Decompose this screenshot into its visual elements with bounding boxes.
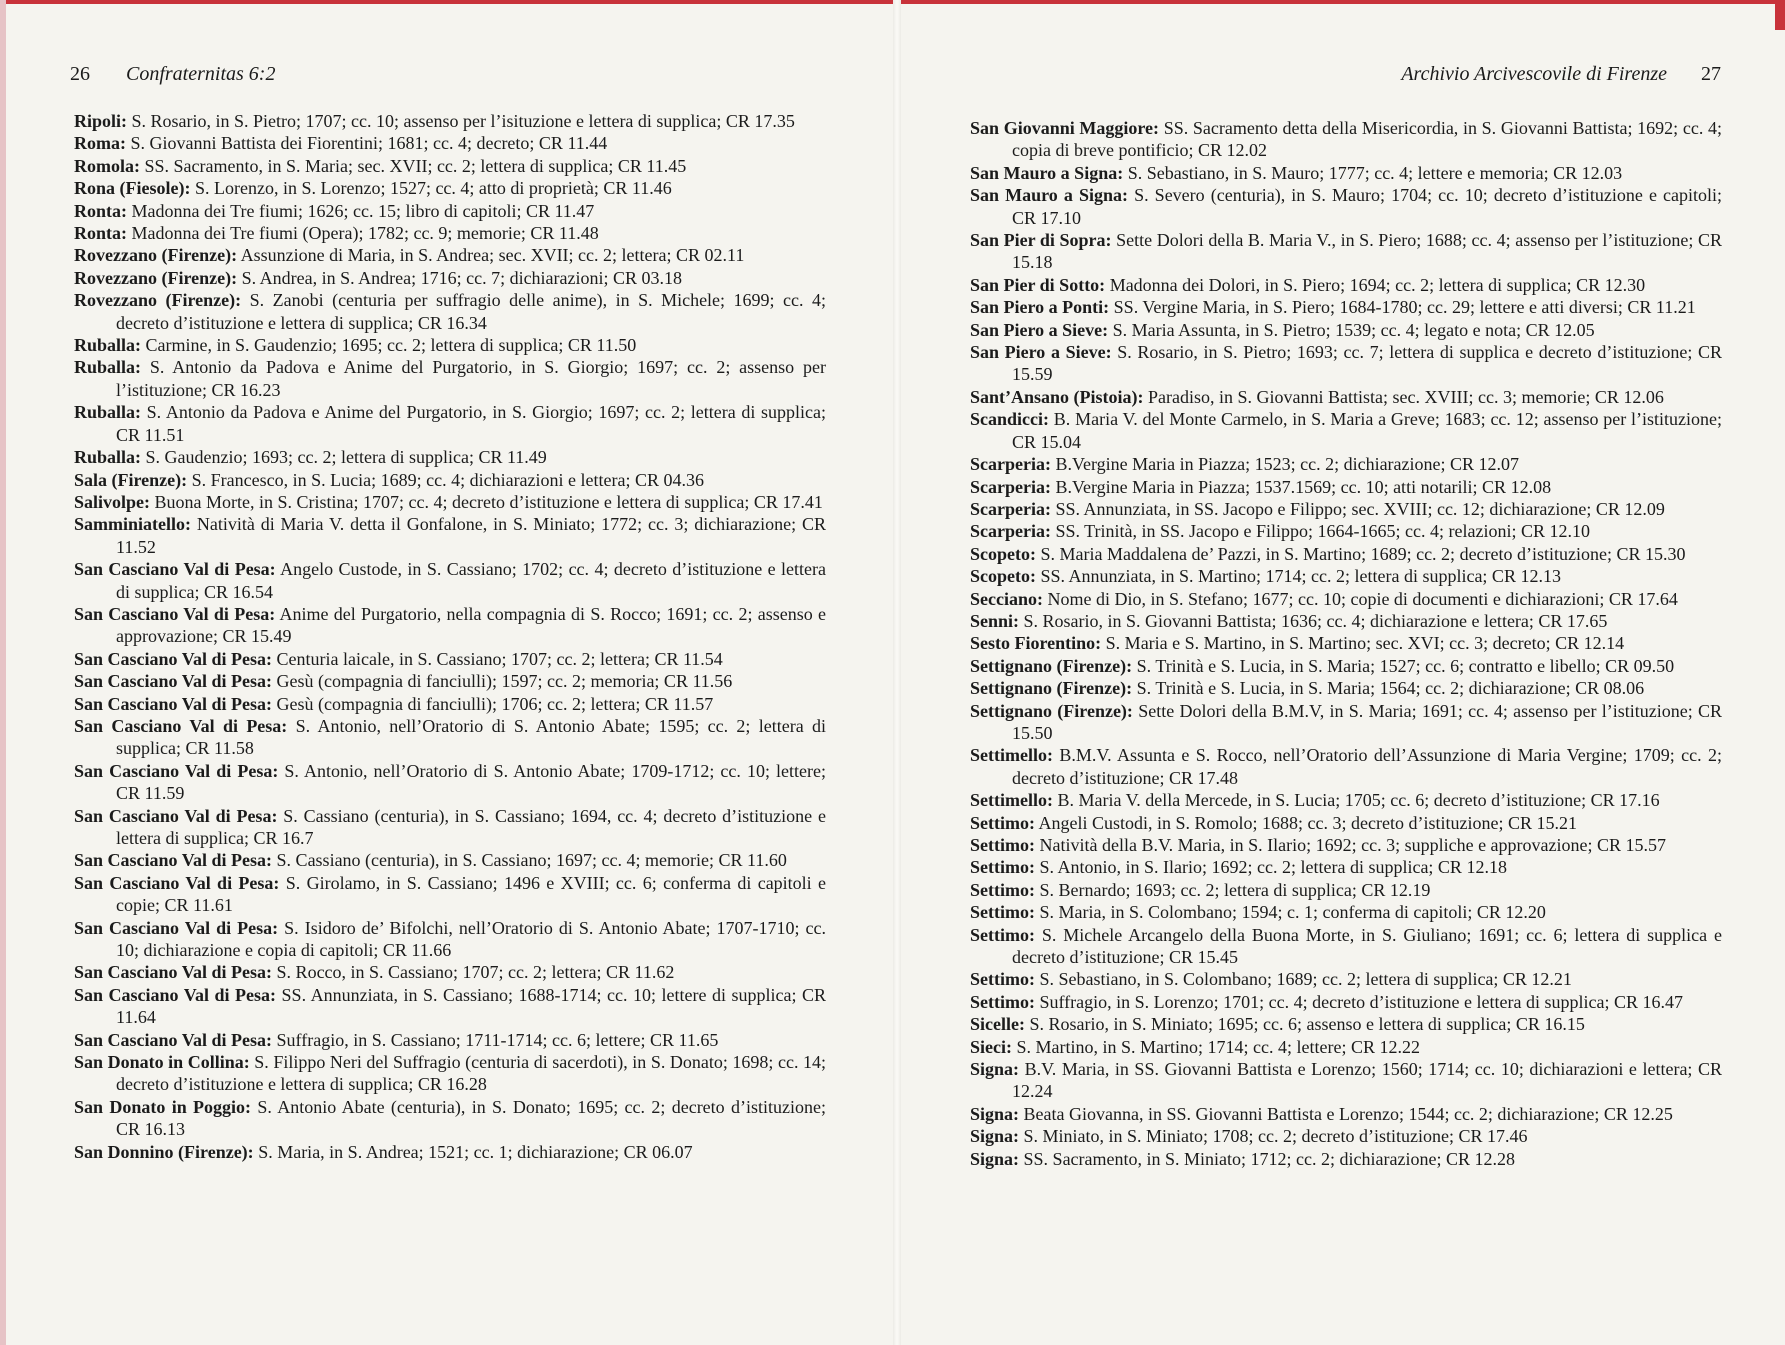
- left-page-header: [70, 63, 275, 86]
- entry-text: S. Rosario, in S. Miniato; 1695; cc. 6; assenso e lettera di supplica; CR 16.15: [1029, 1014, 1585, 1035]
- index-entry: [970, 453, 1722, 475]
- index-entry: [970, 319, 1722, 341]
- entry-place: Rovezzano (Firenze):: [74, 267, 238, 288]
- index-entry: [970, 408, 1722, 453]
- entry-text: S. Lorenzo, in S. Lorenzo; 1527; cc. 4; atto di proprietà; CR 11.46: [194, 178, 672, 199]
- entry-place: San Mauro a Signa:: [970, 185, 1128, 206]
- index-entry: [74, 805, 826, 850]
- book-gutter: [893, 0, 901, 1345]
- entry-text: S. Maria Assunta, in S. Pietro; 1539; cc. 4; legato e nota; CR 12.05: [1112, 319, 1595, 340]
- index-entry: [74, 961, 826, 983]
- entry-text: Madonna dei Dolori, in S. Piero; 1694; cc. 2; lettera di supplica; CR 12.30: [1109, 274, 1646, 295]
- entry-place: Settimo:: [970, 902, 1035, 923]
- index-entry: [970, 610, 1722, 632]
- entry-text: S. Antonio da Padova e Anime del Purgatorio, in S. Giorgio; 1697; cc. 2; lettera di supplica; CR 11.51: [116, 402, 826, 445]
- index-entry: [970, 812, 1722, 834]
- entry-place: Settimo:: [970, 835, 1035, 855]
- entry-text: B.V. Maria, in SS. Giovanni Battista e Lorenzo; 1560; 1714; cc. 10; dichiarazioni e lettera; CR 12.24: [1012, 1059, 1723, 1102]
- entry-text: S. Maria e S. Martino, in S. Martino; sec. XVI; cc. 3; decreto; CR 12.14: [1105, 633, 1625, 654]
- index-entry: [74, 177, 826, 199]
- index-entry: [970, 1013, 1722, 1035]
- index-entry: [74, 1051, 826, 1096]
- entry-text: Gesù (compagnia di fanciulli); 1597; cc. 2; memoria; CR 11.56: [276, 671, 733, 692]
- right-page: [901, 0, 1785, 1345]
- entry-text: S. Severo (centuria), in S. Mauro; 1704; cc. 10; decreto d’istituzione e capitoli; CR 17.10: [1012, 185, 1723, 228]
- index-entry: [74, 289, 826, 334]
- index-entry: [970, 789, 1722, 811]
- entry-place: Ruballa:: [74, 357, 142, 378]
- entry-place: Sicelle:: [970, 1014, 1025, 1035]
- entry-place: San Piero a Sieve:: [970, 319, 1109, 340]
- entry-place: Signa:: [970, 1148, 1020, 1169]
- left-entry-list: [74, 110, 826, 1163]
- index-entry: [74, 356, 826, 401]
- entry-place: Scarperia:: [970, 476, 1051, 497]
- index-entry: [74, 1141, 826, 1163]
- index-entry: [74, 267, 826, 289]
- index-entry: [970, 543, 1722, 565]
- entry-place: Sieci:: [970, 1036, 1012, 1057]
- entry-text: Centuria laicale, in S. Cassiano; 1707; cc. 2; lettera; CR 11.54: [276, 648, 723, 669]
- entry-place: Scopeto:: [970, 543, 1036, 564]
- entry-place: Romola:: [74, 155, 140, 176]
- entry-text: S. Trinità e S. Lucia, in S. Maria; 1564; cc. 2; dichiarazione; CR 08.06: [1136, 678, 1645, 699]
- entry-text: S. Andrea, in S. Andrea; 1716; cc. 7; dichiarazioni; CR 03.18: [241, 267, 683, 288]
- entry-text: Sette Dolori della B.M.V, in S. Maria; 1691; cc. 4; assenso per l’istituzione; CR 15.50: [1012, 700, 1723, 743]
- index-entry: [970, 1148, 1722, 1170]
- entry-text: Buona Morte, in S. Cristina; 1707; cc. 4; decreto d’istituzione e lettera di supplica; CR 17.41: [154, 491, 823, 512]
- index-entry: [74, 603, 826, 648]
- entry-text: S. Bernardo; 1693; cc. 2; lettera di supplica; CR 12.19: [1039, 879, 1431, 900]
- entry-place: San Casciano Val di Pesa:: [74, 917, 279, 938]
- entry-text: S. Miniato, in S. Miniato; 1708; cc. 2; decreto d’istituzione; CR 17.46: [1023, 1126, 1528, 1147]
- running-title: Archivio Arcivescovile di Firenze: [1401, 63, 1667, 85]
- index-entry: [970, 879, 1722, 901]
- entry-text: S. Rosario, in S. Pietro; 1693; cc. 7; lettera di supplica e decreto d’istituzione; CR 15.59: [1012, 342, 1722, 385]
- index-entry: [74, 917, 826, 962]
- entry-text: S. Sebastiano, in S. Mauro; 1777; cc. 4; lettere e memoria; CR 12.03: [1127, 162, 1623, 183]
- index-entry: [74, 693, 826, 715]
- entry-place: Salivolpe:: [74, 491, 151, 512]
- entry-place: San Casciano Val di Pesa:: [74, 760, 279, 781]
- entry-text: Sette Dolori della B. Maria V., in S. Piero; 1688; cc. 4; assenso per l’istituzione; CR 15.18: [1012, 230, 1723, 273]
- index-entry: [970, 386, 1722, 408]
- index-entry: [970, 700, 1722, 745]
- index-entry: [970, 476, 1722, 498]
- entry-place: Signa:: [970, 1103, 1020, 1124]
- entry-place: Scarperia:: [970, 454, 1051, 475]
- entry-place: San Piero a Ponti:: [970, 297, 1110, 318]
- index-entry: [970, 968, 1722, 990]
- entry-place: San Giovanni Maggiore:: [970, 118, 1160, 138]
- entry-place: Ruballa:: [74, 447, 142, 468]
- entry-place: San Casciano Val di Pesa:: [74, 648, 273, 669]
- index-entry: [970, 1103, 1722, 1125]
- entry-place: San Casciano Val di Pesa:: [74, 603, 276, 624]
- entry-text: S. Antonio, nell’Oratorio di S. Antonio Abate; 1709-1712; cc. 10; lettere; CR 11.59: [116, 760, 827, 804]
- entry-place: Sala (Firenze):: [74, 469, 188, 490]
- index-entry: [970, 341, 1722, 386]
- entry-text: S. Martino, in S. Martino; 1714; cc. 4; lettere; CR 12.22: [1016, 1036, 1420, 1057]
- entry-place: San Casciano Val di Pesa:: [74, 850, 273, 871]
- entry-text: S. Francesco, in S. Lucia; 1689; cc. 4; dichiarazioni e lettera; CR 04.36: [191, 469, 705, 490]
- index-entry: [74, 491, 826, 513]
- entry-place: Scopeto:: [970, 566, 1036, 587]
- entry-place: Rovezzano (Firenze):: [74, 245, 238, 266]
- entry-place: San Donnino (Firenze):: [74, 1141, 254, 1162]
- entry-place: Settimello:: [970, 745, 1053, 766]
- index-entry: [74, 469, 826, 491]
- index-entry: [970, 162, 1722, 184]
- index-entry: [74, 334, 826, 356]
- entry-text: Angelo Custode, in S. Cassiano; 1702; cc. 4; decreto d’istituzione e lettera di supplica; CR 16.54: [116, 559, 826, 602]
- entry-place: San Mauro a Signa:: [970, 162, 1124, 183]
- index-entry: [970, 296, 1722, 318]
- entry-text: SS. Sacramento, in S. Miniato; 1712; cc. 2; dichiarazione; CR 12.28: [1023, 1148, 1515, 1169]
- entry-text: S. Trinità e S. Lucia, in S. Maria; 1527; cc. 6; contratto e libello; CR 09.50: [1136, 655, 1675, 676]
- entry-text: S. Maria, in S. Andrea; 1521; cc. 1; dichiarazione; CR 06.07: [258, 1141, 693, 1162]
- index-entry: [970, 229, 1722, 274]
- index-entry: [970, 744, 1722, 789]
- entry-text: S. Giovanni Battista dei Fiorentini; 1681; cc. 4; decreto; CR 11.44: [130, 133, 608, 154]
- entry-place: Ronta:: [74, 200, 127, 221]
- index-entry: [970, 520, 1722, 542]
- index-entry: [970, 856, 1722, 878]
- index-entry: [74, 110, 826, 132]
- entry-text: Beata Giovanna, in SS. Giovanni Battista e Lorenzo; 1544; cc. 2; dichiarazione; CR 12.25: [1023, 1103, 1673, 1124]
- entry-text: S. Antonio, in S. Ilario; 1692; cc. 2; lettera di supplica; CR 12.18: [1039, 857, 1507, 878]
- index-entry: [74, 760, 826, 805]
- entry-text: S. Maria, in S. Colombano; 1594; c. 1; conferma di capitoli; CR 12.20: [1039, 902, 1546, 923]
- entry-place: Senni:: [970, 610, 1020, 631]
- index-entry: [74, 513, 826, 558]
- entry-text: Suffragio, in S. Lorenzo; 1701; cc. 4; decreto d’istituzione e lettera di supplica; CR 16.47: [1039, 991, 1684, 1012]
- index-entry: [970, 117, 1722, 162]
- page-number: 27: [1701, 63, 1721, 85]
- entry-text: S. Cassiano (centuria), in S. Cassiano; 1694, cc. 4; decreto d’istituzione e lettera di supplica; CR 16.7: [116, 805, 827, 848]
- index-entry: [970, 632, 1722, 654]
- index-entry: [74, 200, 826, 222]
- entry-place: San Pier di Sopra:: [970, 230, 1112, 251]
- entry-place: Settignano (Firenze):: [970, 678, 1133, 699]
- entry-place: Ronta:: [74, 223, 127, 244]
- entry-text: B.Vergine Maria in Piazza; 1537.1569; cc. 10; atti notarili; CR 12.08: [1055, 476, 1552, 497]
- entry-text: Carmine, in S. Gaudenzio; 1695; cc. 2; lettera di supplica; CR 11.50: [145, 335, 637, 356]
- entry-text: S. Rocco, in S. Cassiano; 1707; cc. 2; lettera; CR 11.62: [276, 962, 675, 983]
- index-entry: [74, 155, 826, 177]
- entry-place: San Casciano Val di Pesa:: [74, 872, 280, 893]
- entry-place: Samminiatello:: [74, 514, 191, 535]
- entry-place: Scandicci:: [970, 409, 1049, 430]
- entry-text: SS. Annunziata, in S. Cassiano; 1688-1714; cc. 10; lettere di supplica; CR 11.64: [116, 984, 826, 1028]
- entry-text: Madonna dei Tre fiumi; 1626; cc. 15; libro di capitoli; CR 11.47: [131, 200, 595, 221]
- index-entry: [970, 924, 1722, 969]
- index-entry: [74, 132, 826, 154]
- entry-text: SS. Annunziata, in S. Martino; 1714; cc. 2; lettera di supplica; CR 12.13: [1040, 566, 1561, 587]
- entry-place: Rovezzano (Firenze):: [74, 290, 242, 311]
- index-entry: [970, 274, 1722, 296]
- index-entry: [74, 222, 826, 244]
- index-entry: [970, 677, 1722, 699]
- index-entry: [970, 1058, 1722, 1103]
- index-entry: [970, 184, 1722, 229]
- entry-place: San Donato in Poggio:: [74, 1096, 252, 1117]
- entry-place: San Casciano Val di Pesa:: [74, 805, 278, 826]
- entry-text: SS. Annunziata, in SS. Jacopo e Filippo; sec. XVIII; cc. 12; dichiarazione; CR 12.09: [1055, 498, 1665, 519]
- entry-text: S. Cassiano (centuria), in S. Cassiano; 1697; cc. 4; memorie; CR 11.60: [276, 850, 787, 871]
- entry-place: Roma:: [74, 133, 126, 154]
- entry-place: Settimo:: [970, 924, 1035, 945]
- index-entry: [74, 872, 826, 917]
- entry-place: Ruballa:: [74, 335, 142, 356]
- entry-text: Anime del Purgatorio, nella compagnia di S. Rocco; 1691; cc. 2; assenso e approvazione; CR 15.49: [116, 603, 826, 647]
- entry-place: Settimo:: [970, 969, 1035, 990]
- entry-text: Paradiso, in S. Giovanni Battista; sec. XVIII; cc. 3; memorie; CR 12.06: [1148, 386, 1664, 407]
- entry-place: Settignano (Firenze):: [970, 655, 1133, 676]
- index-entry: [74, 244, 826, 266]
- index-entry: [74, 849, 826, 871]
- index-entry: [74, 1096, 826, 1141]
- entry-text: SS. Trinità, in SS. Jacopo e Filippo; 1664-1665; cc. 4; relazioni; CR 12.10: [1055, 521, 1590, 542]
- entry-place: San Piero a Sieve:: [970, 342, 1112, 363]
- entry-text: S. Rosario, in S. Giovanni Battista; 1636; cc. 4; dichiarazione e lettera; CR 17.65: [1023, 610, 1608, 631]
- index-entry: [970, 565, 1722, 587]
- entry-place: San Casciano Val di Pesa:: [74, 671, 273, 692]
- entry-place: Sant’Ansano (Pistoia):: [970, 386, 1144, 407]
- index-entry: [970, 901, 1722, 923]
- entry-place: Settimo:: [970, 857, 1035, 878]
- entry-text: B.M.V. Assunta e S. Rocco, nell’Oratorio dell’Assunzione di Maria Vergine; 1709; cc. 2; decreto d’istituzione; CR 17.48: [1012, 745, 1723, 788]
- entry-text: S. Filippo Neri del Suffragio (centuria di sacerdoti), in S. Donato; 1698; cc. 14; decreto d’istituzione e lettera di supplica; CR 16.28: [116, 1052, 827, 1095]
- entry-text: B. Maria V. del Monte Carmelo, in S. Maria a Greve; 1683; cc. 12; assenso per l’istituzione; CR 15.04: [1012, 409, 1723, 452]
- right-entry-list: [970, 117, 1722, 1170]
- entry-text: Madonna dei Tre fiumi (Opera); 1782; cc. 9; memorie; CR 11.48: [131, 223, 599, 244]
- entry-text: S. Maria Maddalena de’ Pazzi, in S. Martino; 1689; cc. 2; decreto d’istituzione; CR 15.30: [1040, 543, 1686, 564]
- entry-text: S. Gaudenzio; 1693; cc. 2; lettera di supplica; CR 11.49: [145, 447, 547, 468]
- entry-place: Secciano:: [970, 588, 1043, 609]
- index-entry: [74, 558, 826, 603]
- entry-text: S. Michele Arcangelo della Buona Morte, in S. Giuliano; 1691; cc. 6; lettera di supplica e decreto d’istituzione; CR 15.45: [1012, 924, 1723, 968]
- entry-text: B.Vergine Maria in Piazza; 1523; cc. 2; dichiarazione; CR 12.07: [1055, 454, 1520, 475]
- entry-place: San Casciano Val di Pesa:: [74, 984, 277, 1005]
- entry-text: S. Rosario, in S. Pietro; 1707; cc. 10; assenso per l’isituzione e lettera di supplica; CR 17.35: [131, 111, 795, 131]
- index-entry: [970, 1125, 1722, 1147]
- entry-place: Ruballa:: [74, 402, 142, 423]
- index-entry: [970, 991, 1722, 1013]
- index-entry: [970, 834, 1722, 856]
- entry-text: Natività della B.V. Maria, in S. Ilario; 1692; cc. 3; suppliche e approvazione; CR 15.57: [1039, 835, 1667, 855]
- index-entry: [74, 401, 826, 446]
- entry-place: San Casciano Val di Pesa:: [74, 559, 276, 580]
- entry-place: San Donato in Collina:: [74, 1052, 250, 1073]
- entry-place: San Casciano Val di Pesa:: [74, 1029, 273, 1050]
- index-entry: [74, 984, 826, 1029]
- entry-place: Settimo:: [970, 812, 1035, 833]
- entry-text: Gesù (compagnia di fanciulli); 1706; cc. 2; lettera; CR 11.57: [276, 693, 714, 714]
- running-title: Confraternitas 6:2: [126, 63, 276, 85]
- index-entry: [74, 670, 826, 692]
- entry-place: Sesto Fiorentino:: [970, 633, 1102, 654]
- index-entry: [970, 1036, 1722, 1058]
- index-entry: [970, 498, 1722, 520]
- entry-place: San Casciano Val di Pesa:: [74, 962, 273, 983]
- index-entry: [74, 446, 826, 468]
- entry-text: S. Sebastiano, in S. Colombano; 1689; cc. 2; lettera di supplica; CR 12.21: [1039, 969, 1572, 990]
- entry-text: Assunzione di Maria, in S. Andrea; sec. XVII; cc. 2; lettera; CR 02.11: [240, 245, 745, 266]
- entry-text: S. Antonio Abate (centuria), in S. Donato; 1695; cc. 2; decreto d’istituzione; CR 16.13: [116, 1096, 826, 1140]
- entry-place: Settimo:: [970, 879, 1035, 900]
- entry-text: Suffragio, in S. Cassiano; 1711-1714; cc. 6; lettere; CR 11.65: [276, 1029, 719, 1050]
- entry-text: S. Zanobi (centuria per suffragio delle anime), in S. Michele; 1699; cc. 4; decreto d’istituzione e lettera di supplica; CR 16.34: [116, 290, 826, 333]
- entry-text: S. Antonio, nell’Oratorio di S. Antonio Abate; 1595; cc. 2; lettera di supplica; CR 11.58: [116, 715, 827, 759]
- entry-place: Settignano (Firenze):: [970, 700, 1133, 721]
- entry-text: SS. Vergine Maria, in S. Piero; 1684-1780; cc. 29; lettere e atti diversi; CR 11.21: [1113, 297, 1696, 318]
- entry-place: Signa:: [970, 1059, 1020, 1080]
- entry-place: Settimello:: [970, 790, 1053, 811]
- entry-place: Ripoli:: [74, 111, 128, 131]
- entry-text: B. Maria V. della Mercede, in S. Lucia; 1705; cc. 6; decreto d’istituzione; CR 17.16: [1057, 790, 1660, 811]
- entry-text: SS. Sacramento detta della Misericordia, in S. Giovanni Battista; 1692; cc. 4; copia di breve pontificio; CR 12.02: [1012, 118, 1722, 161]
- entry-place: San Casciano Val di Pesa:: [74, 693, 273, 714]
- right-page-header: [1401, 63, 1721, 86]
- page-number: 26: [70, 63, 90, 85]
- index-entry: [74, 715, 826, 760]
- entry-place: Signa:: [970, 1126, 1020, 1147]
- entry-text: S. Isidoro de’ Bifolchi, nell’Oratorio di S. Antonio Abate; 1707-1710; cc. 10; dichiarazione e copia di capitoli; CR 11.66: [116, 917, 826, 961]
- entry-place: San Casciano Val di Pesa:: [74, 715, 288, 736]
- entry-place: Rona (Fiesole):: [74, 178, 191, 199]
- entry-text: SS. Sacramento, in S. Maria; sec. XVII; cc. 2; lettera di supplica; CR 11.45: [144, 155, 687, 176]
- entry-text: S. Antonio da Padova e Anime del Purgatorio, in S. Giorgio; 1697; cc. 2; assenso per l’istituzione; CR 16.23: [116, 357, 827, 400]
- entry-text: Nome di Dio, in S. Stefano; 1677; cc. 10; copie di documenti e dichiarazioni; CR 17.64: [1047, 588, 1678, 609]
- entry-text: Angeli Custodi, in S. Romolo; 1688; cc. 3; decreto d’istituzione; CR 15.21: [1038, 812, 1577, 833]
- entry-text: Natività di Maria V. detta il Gonfalone, in S. Miniato; 1772; cc. 3; dichiarazione; CR 11.52: [116, 514, 827, 557]
- entry-place: Settimo:: [970, 991, 1035, 1012]
- index-entry: [970, 655, 1722, 677]
- index-entry: [74, 648, 826, 670]
- entry-text: S. Girolamo, in S. Cassiano; 1496 e XVIII; cc. 6; conferma di capitoli e copie; CR 11.61: [116, 872, 827, 916]
- entry-place: Scarperia:: [970, 498, 1051, 519]
- entry-place: San Pier di Sotto:: [970, 274, 1106, 295]
- entry-place: Scarperia:: [970, 521, 1051, 542]
- index-entry: [74, 1029, 826, 1051]
- index-entry: [970, 588, 1722, 610]
